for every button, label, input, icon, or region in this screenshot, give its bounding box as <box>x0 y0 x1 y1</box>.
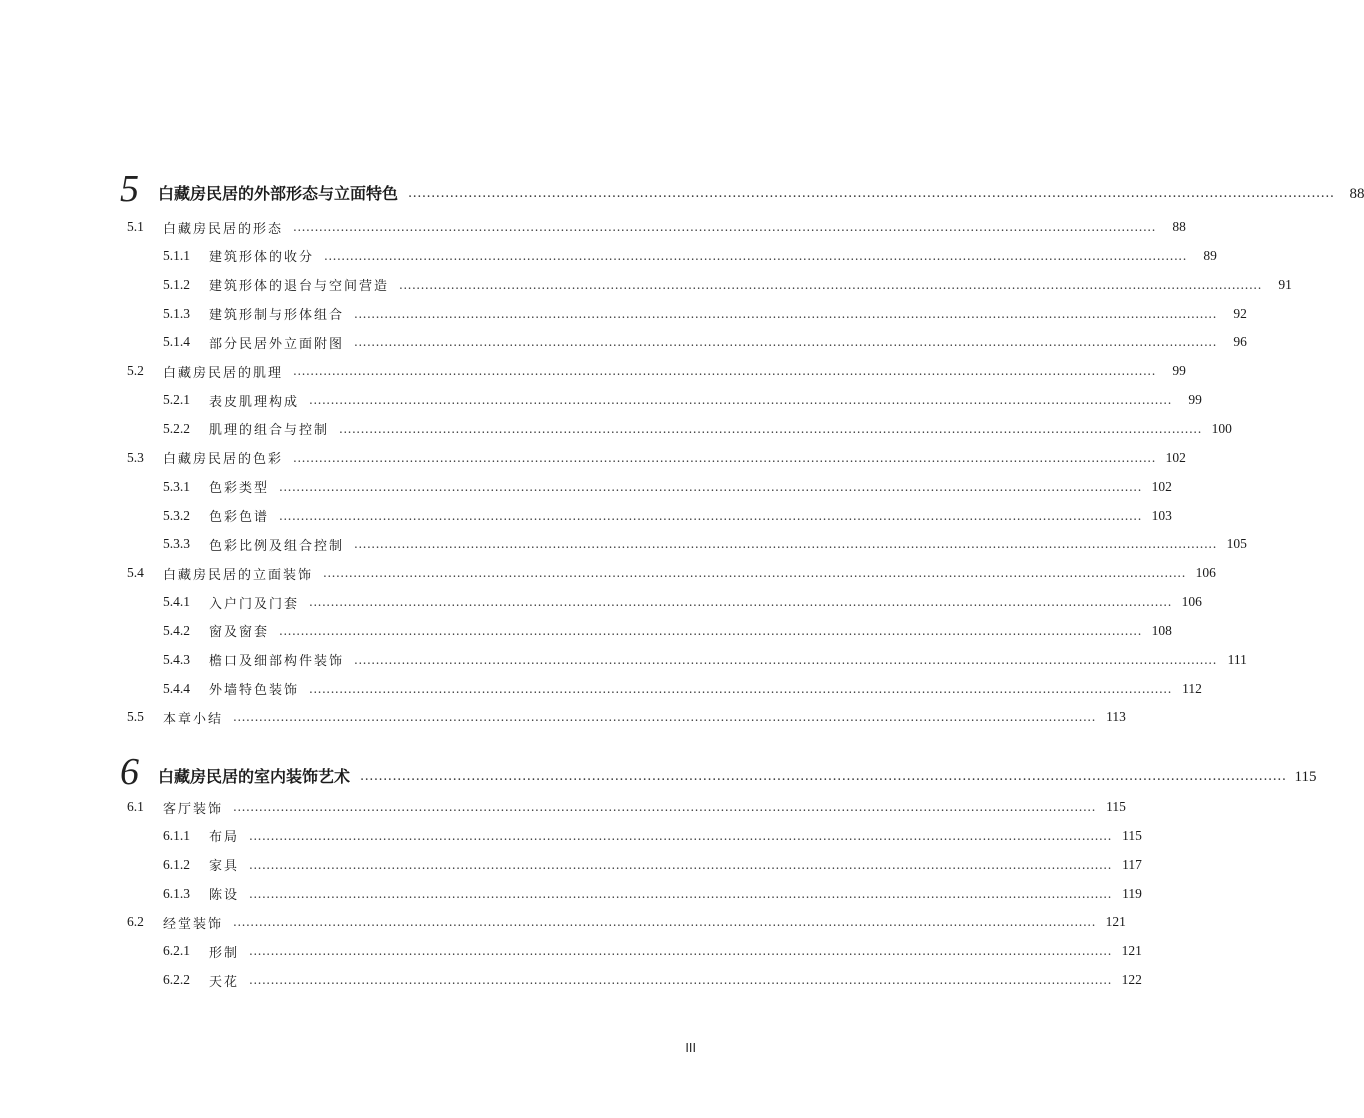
subsection-entry <box>163 477 1172 497</box>
entry-title: 白藏房民居的肌理 <box>163 365 284 381</box>
entry-title: 本章小结 <box>163 711 224 727</box>
entry-number: 6.2.2 <box>163 972 190 988</box>
entry-title: 色彩色谱 <box>209 510 270 525</box>
chapter-title: 白藏房民居的室内装饰艺术 <box>158 767 351 786</box>
dot-leader: ........................................................................................................................................................................................................ <box>408 186 1335 201</box>
subsection-entry <box>163 390 1202 410</box>
section-entry <box>127 707 1126 727</box>
entry-page-number: 102 <box>1151 478 1172 494</box>
entry-page-number: 108 <box>1151 622 1172 638</box>
entry-page-number: 115 <box>1106 799 1126 814</box>
entry-page-number: 89 <box>1203 247 1217 263</box>
entry-page-number: 96 <box>1233 334 1247 350</box>
entry-number: 5.1.1 <box>163 247 190 263</box>
entry-number: 5.5 <box>127 709 144 725</box>
entry-title: 表皮肌理构成 <box>209 394 300 410</box>
chapter-heading <box>120 751 1317 793</box>
entry-page-number: 103 <box>1151 507 1172 523</box>
entry-page-number: 122 <box>1121 972 1142 988</box>
entry-title: 白藏房民居的形态 <box>163 221 284 237</box>
entry-page-number: 88 <box>1172 219 1186 234</box>
dot-leader: ........................................................................................................................................................................................................ <box>233 800 1096 814</box>
section-entry <box>127 797 1126 817</box>
section-entry <box>127 912 1126 932</box>
subsection-entry <box>163 506 1172 526</box>
entry-number: 5.2.1 <box>163 392 190 408</box>
subsection-entry <box>163 419 1232 439</box>
subsection-entry <box>163 246 1217 266</box>
entry-number: 5.2 <box>127 363 144 379</box>
dot-leader: ........................................................................................................................................................................................................ <box>233 710 1096 725</box>
entry-title: 布局 <box>209 830 240 846</box>
entry-title: 客厅装饰 <box>163 801 224 817</box>
entry-title: 家具 <box>209 859 240 875</box>
entry-number: 5.3.2 <box>163 507 190 523</box>
subsection-entry <box>163 970 1142 990</box>
dot-leader: ........................................................................................................................................................................................................ <box>249 886 1112 901</box>
subsection-entry <box>163 679 1202 699</box>
chapter-page-number: 88 <box>1349 186 1364 202</box>
dot-leader: ........................................................................................................................................................................................................ <box>339 421 1202 436</box>
dot-leader: ........................................................................................................................................................................................................ <box>323 566 1186 581</box>
dot-leader: ........................................................................................................................................................................................................ <box>309 681 1172 696</box>
chapter-page-number: 115 <box>1294 769 1317 785</box>
subsection-entry <box>163 304 1247 324</box>
chapter-number: 5 <box>120 168 139 210</box>
section-entry <box>127 217 1186 237</box>
entry-number: 5.1 <box>127 219 144 234</box>
subsection-entry <box>163 650 1247 670</box>
subsection-entry <box>163 855 1142 875</box>
subsection-entry <box>163 275 1292 295</box>
entry-number: 6.2 <box>127 914 144 930</box>
entry-page-number: 112 <box>1182 680 1202 696</box>
entry-title: 肌理的组合与控制 <box>209 423 330 439</box>
chapter-title: 白藏房民居的外部形态与立面特色 <box>158 184 399 203</box>
entry-page-number: 106 <box>1195 565 1216 581</box>
entry-number: 5.4.4 <box>163 680 190 696</box>
dot-leader: ........................................................................................................................................................................................................ <box>360 769 1287 784</box>
dot-leader: ........................................................................................................................................................................................................ <box>354 652 1217 667</box>
subsection-entry <box>163 884 1142 904</box>
entry-number: 5.1.4 <box>163 334 190 350</box>
entry-title: 白藏房民居的色彩 <box>163 452 284 468</box>
dot-leader: ........................................................................................................................................................................................................ <box>293 220 1156 234</box>
entry-title: 建筑形体的退台与空间营造 <box>209 279 390 295</box>
entry-title: 经堂装饰 <box>163 916 224 932</box>
dot-leader: ........................................................................................................................................................................................................ <box>399 277 1262 292</box>
entry-page-number: 121 <box>1105 914 1126 930</box>
entry-number: 6.1.1 <box>163 827 190 843</box>
entry-number: 6.1.3 <box>163 885 190 901</box>
dot-leader: ........................................................................................................................................................................................................ <box>279 623 1142 638</box>
entry-number: 6.2.1 <box>163 943 190 959</box>
dot-leader: ........................................................................................................................................................................................................ <box>309 595 1172 610</box>
subsection-entry <box>163 621 1172 641</box>
entry-number: 5.4 <box>127 565 144 581</box>
entry-page-number: 111 <box>1227 651 1247 667</box>
dot-leader: ........................................................................................................................................................................................................ <box>249 857 1112 872</box>
dot-leader: ........................................................................................................................................................................................................ <box>354 306 1217 321</box>
entry-title: 檐口及细部构件装饰 <box>209 654 345 670</box>
entry-page-number: 92 <box>1233 305 1247 321</box>
dot-leader: ........................................................................................................................................................................................................ <box>279 508 1142 523</box>
dot-leader: ........................................................................................................................................................................................................ <box>309 393 1172 408</box>
subsection-entry <box>163 941 1142 961</box>
dot-leader: ........................................................................................................................................................................................................ <box>249 944 1112 959</box>
dot-leader: ........................................................................................................................................................................................................ <box>354 537 1217 552</box>
entry-number: 5.3.3 <box>163 536 190 552</box>
entry-number: 5.4.3 <box>163 651 190 667</box>
entry-title: 入户门及门套 <box>209 596 300 612</box>
dot-leader: ........................................................................................................................................................................................................ <box>354 335 1217 350</box>
entry-page-number: 91 <box>1278 276 1292 292</box>
section-entry <box>127 448 1186 468</box>
entry-title: 外墙特色装饰 <box>209 683 300 699</box>
subsection-entry <box>163 592 1202 612</box>
entry-page-number: 99 <box>1172 363 1186 379</box>
subsection-entry <box>163 826 1142 846</box>
dot-leader: ........................................................................................................................................................................................................ <box>249 973 1112 988</box>
entry-number: 5.3 <box>127 449 144 465</box>
dot-leader: ........................................................................................................................................................................................................ <box>233 915 1096 930</box>
section-entry <box>127 361 1186 381</box>
entry-title: 天花 <box>209 974 240 990</box>
entry-page-number: 117 <box>1122 856 1142 872</box>
entry-number: 5.1.2 <box>163 276 190 292</box>
dot-leader: ........................................................................................................................................................................................................ <box>293 450 1156 465</box>
entry-title: 色彩比例及组合控制 <box>209 538 345 554</box>
entry-number: 5.1.3 <box>163 305 190 321</box>
entry-number: 5.2.2 <box>163 420 190 436</box>
subsection-entry <box>163 332 1247 352</box>
entry-title: 陈设 <box>209 888 240 904</box>
entry-page-number: 100 <box>1211 420 1232 436</box>
entry-title: 建筑形体的收分 <box>209 250 315 266</box>
dot-leader: ........................................................................................................................................................................................................ <box>324 248 1187 263</box>
dot-leader: ........................................................................................................................................................................................................ <box>293 364 1156 379</box>
subsection-entry <box>163 534 1247 554</box>
chapter-heading <box>120 168 1364 210</box>
section-entry <box>127 563 1216 583</box>
entry-title: 窗及窗套 <box>209 625 270 641</box>
entry-title: 建筑形制与形体组合 <box>209 308 345 324</box>
entry-number: 6.1 <box>127 799 144 814</box>
entry-number: 5.4.1 <box>163 594 190 610</box>
entry-title: 形制 <box>209 945 240 961</box>
dot-leader: ........................................................................................................................................................................................................ <box>279 479 1142 494</box>
entry-title: 色彩类型 <box>209 481 270 497</box>
entry-page-number: 106 <box>1181 594 1202 610</box>
entry-title: 白藏房民居的立面装饰 <box>163 567 314 583</box>
entry-page-number: 115 <box>1122 827 1142 843</box>
chapter-number: 6 <box>120 751 139 793</box>
entry-page-number: 113 <box>1106 709 1126 725</box>
dot-leader: ........................................................................................................................................................................................................ <box>249 828 1112 843</box>
entry-number: 5.4.2 <box>163 622 190 638</box>
entry-number: 5.3.1 <box>163 478 190 494</box>
entry-page-number: 102 <box>1165 449 1186 465</box>
entry-page-number: 99 <box>1188 392 1202 408</box>
page-folio: III <box>685 1041 696 1055</box>
entry-title: 部分民居外立面附图 <box>209 336 345 352</box>
entry-page-number: 121 <box>1121 943 1142 959</box>
entry-page-number: 119 <box>1122 885 1142 901</box>
entry-page-number: 105 <box>1226 536 1247 552</box>
entry-number: 6.1.2 <box>163 856 190 872</box>
